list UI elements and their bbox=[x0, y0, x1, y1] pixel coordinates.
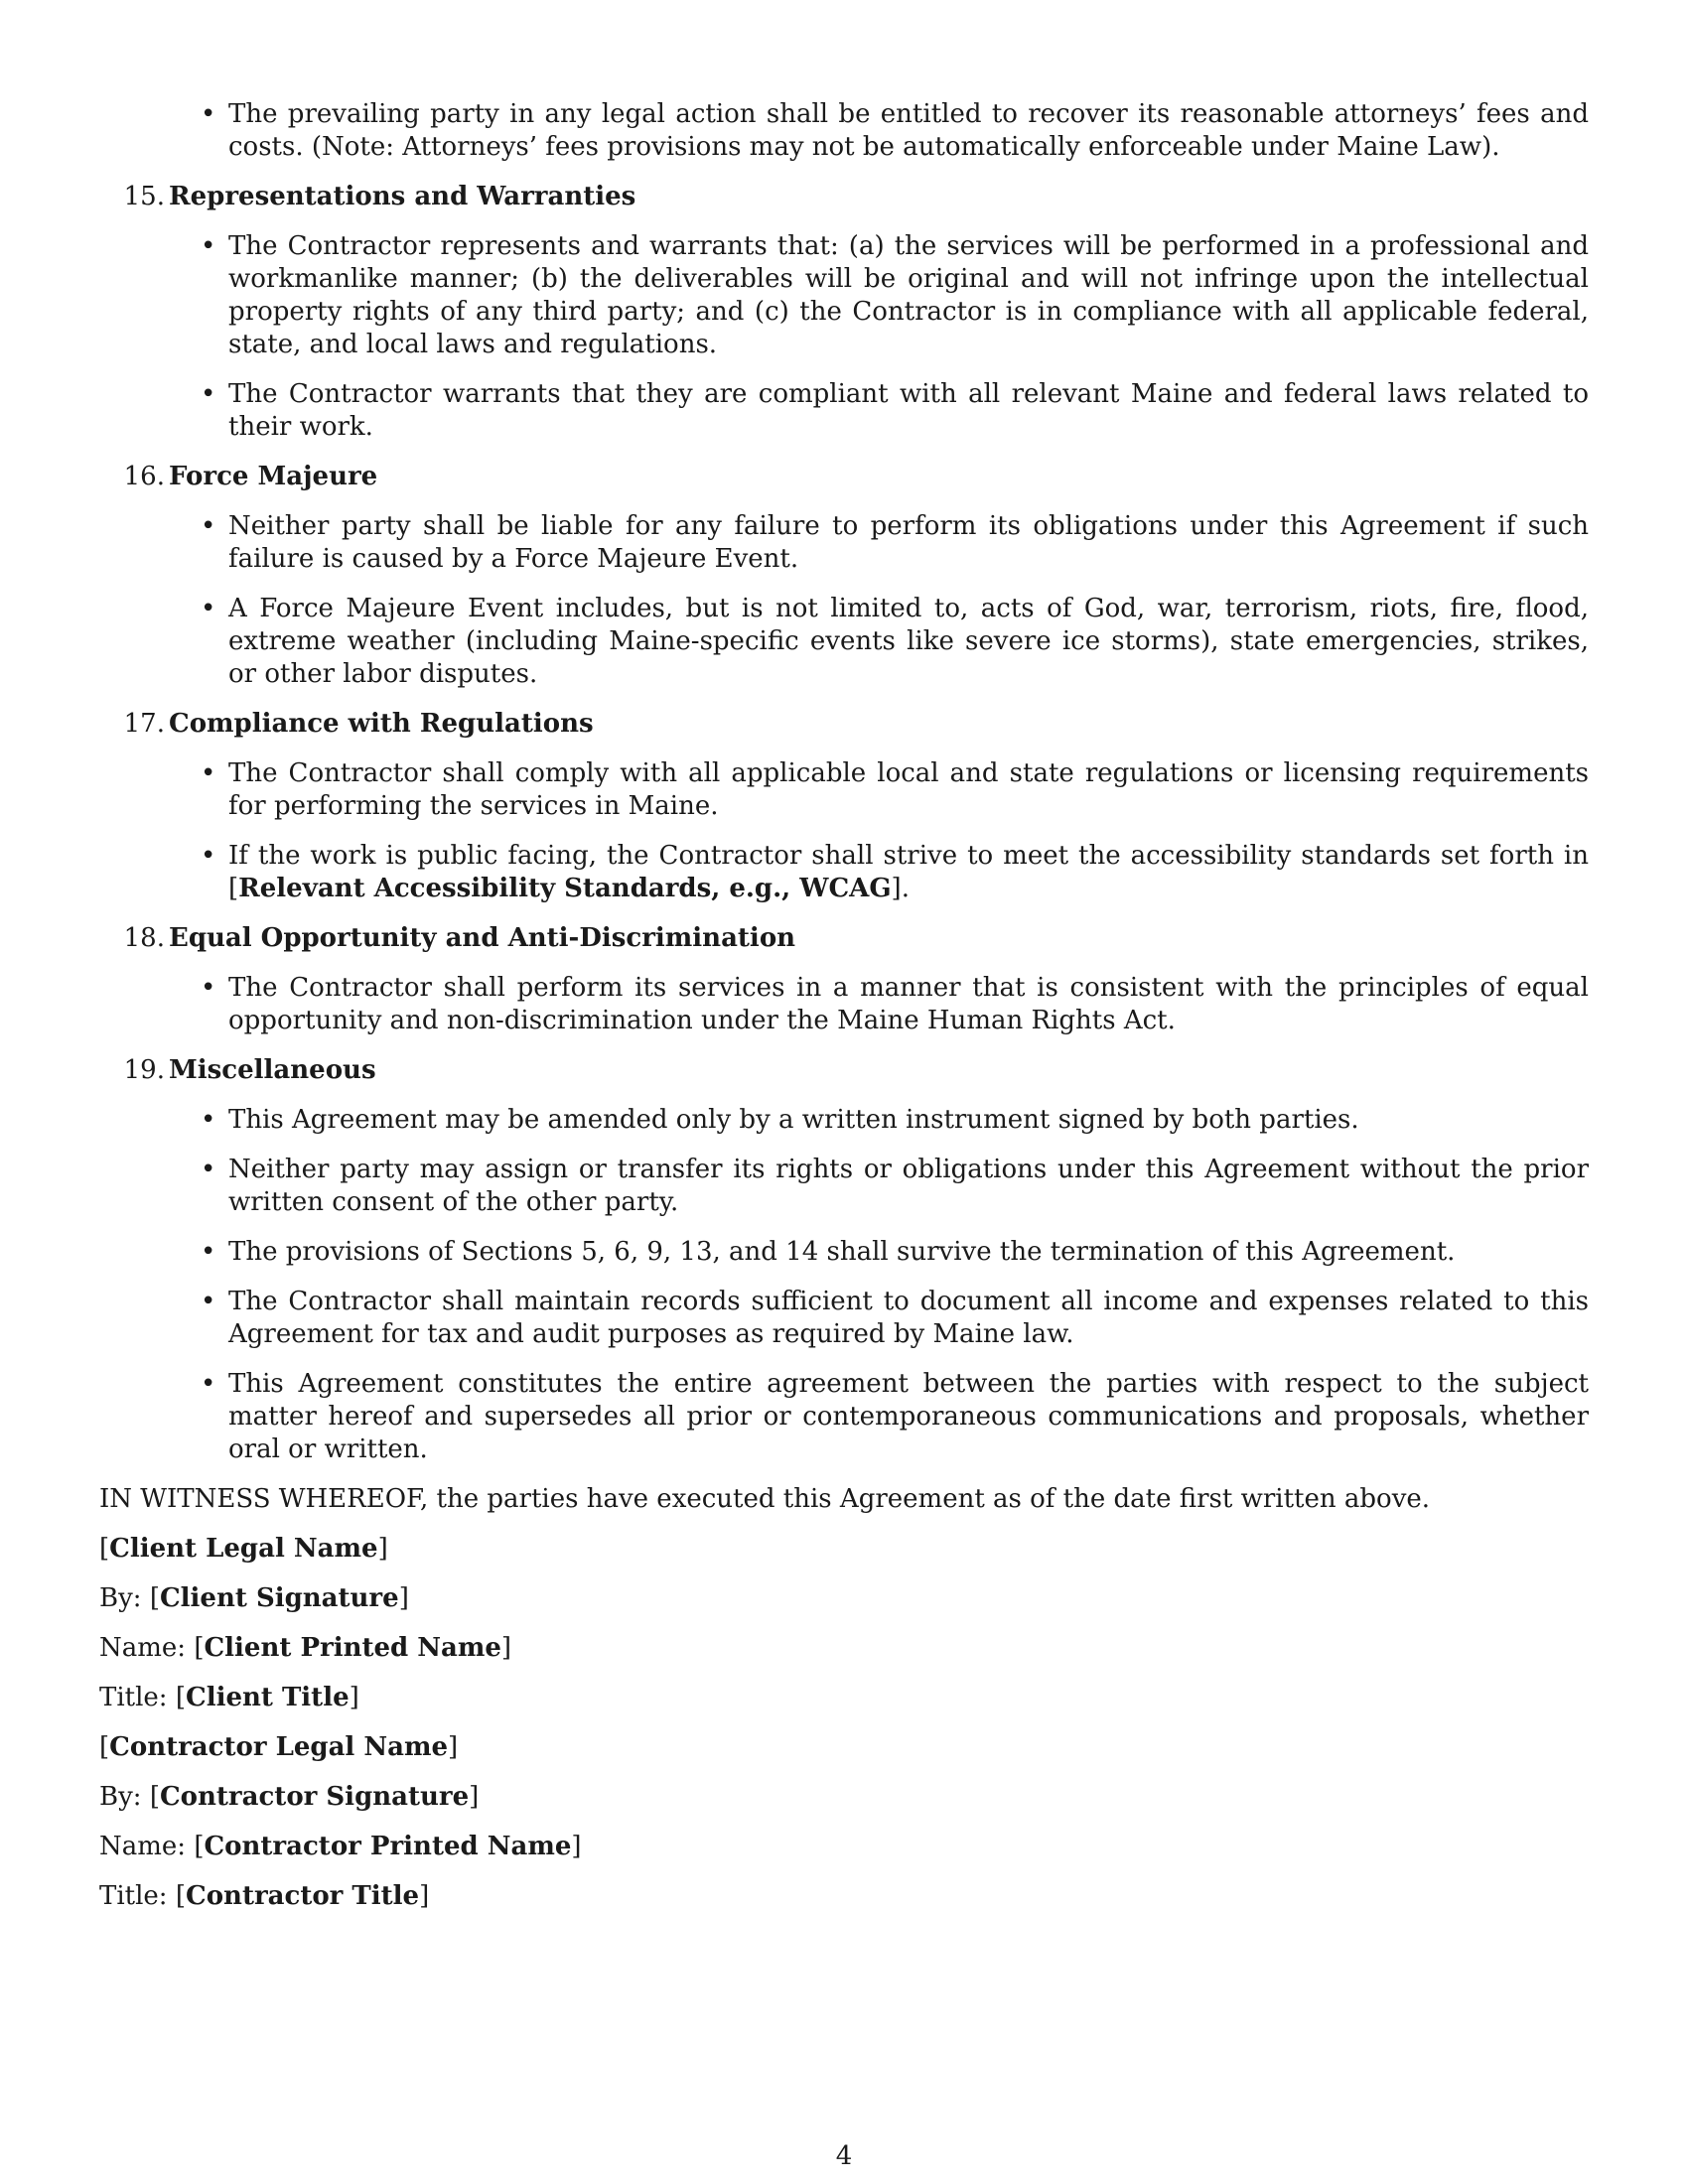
list-item: • The Contractor shall maintain records sufficient to document all income and expenses related to this Agreement for tax and audit purposes as required by Maine law. bbox=[228, 1286, 1589, 1351]
list-item: • The Contractor shall comply with all applicable local and state regulations or licensing requirements for performing the services in Maine. bbox=[228, 757, 1589, 823]
name-label: Name: bbox=[99, 1633, 187, 1663]
title-label: Title: bbox=[99, 1881, 168, 1911]
client-name-line: Name: [Client Printed Name] bbox=[99, 1633, 512, 1663]
section-title: Equal Opportunity and Anti-Discrimination bbox=[169, 923, 796, 953]
list-item: • Neither party may assign or transfer its rights or obligations under this Agreement without the prior written consent of the other party. bbox=[228, 1154, 1589, 1219]
section-heading bbox=[99, 922, 1589, 955]
accessibility-suffix: ]. bbox=[891, 874, 910, 903]
witness-statement: IN WITNESS WHEREOF, the parties have executed this Agreement as of the date first written above. bbox=[99, 1484, 1431, 1514]
contractor-signature-placeholder: Contractor Signature bbox=[159, 1782, 470, 1812]
section-number: 17. bbox=[123, 709, 165, 739]
section-heading bbox=[99, 1054, 1589, 1087]
list-item: • The provisions of Sections 5, 6, 9, 13, and 14 shall survive the termination of this Agreement. bbox=[228, 1236, 1589, 1269]
section-title: Force Majeure bbox=[169, 462, 378, 491]
section-bullet-list bbox=[99, 510, 1589, 691]
client-legal-name-value: Client Legal Name bbox=[109, 1534, 378, 1564]
list-item bbox=[228, 840, 1589, 905]
list-item: • The Contractor warrants that they are compliant with all relevant Maine and federal laws related to their work. bbox=[228, 378, 1589, 444]
contractor-printed-name: Contractor Printed Name bbox=[204, 1832, 572, 1861]
list-item: • Neither party shall be liable for any failure to perform its obligations under this Agreement if such failure is caused by a Force Majeure Event. bbox=[228, 510, 1589, 576]
section-bullet-list bbox=[99, 230, 1589, 444]
title-label: Title: bbox=[99, 1683, 168, 1712]
section-number: 18. bbox=[123, 923, 165, 953]
section-heading bbox=[99, 708, 1589, 741]
section-bullet-list bbox=[99, 757, 1589, 905]
contractor-by-line: By: [Contractor Signature] bbox=[99, 1782, 480, 1812]
section-bullet-list bbox=[99, 972, 1589, 1037]
list-item: • The prevailing party in any legal action shall be entitled to recover its reasonable attorneys’ fees and costs. (Note: Attorneys’ fees provisions may not be automatically enforceable under Maine Law). bbox=[228, 98, 1589, 164]
client-title: Client Title bbox=[186, 1683, 350, 1712]
client-signature-placeholder: Client Signature bbox=[159, 1583, 399, 1613]
section-title: Representations and Warranties bbox=[169, 182, 636, 211]
section-number: 19. bbox=[123, 1055, 165, 1085]
client-legal-name: [Client Legal Name] bbox=[99, 1534, 388, 1564]
contractor-title-line: Title: [Contractor Title] bbox=[99, 1881, 430, 1911]
list-item: • A Force Majeure Event includes, but is not limited to, acts of God, war, terrorism, riots, fire, flood, extreme weather (including Maine-specific events like severe ice storms), state emergencies, strikes, or other labor disputes. bbox=[228, 593, 1589, 691]
client-title-line: Title: [Client Title] bbox=[99, 1683, 359, 1712]
list-item: • The Contractor represents and warrants that: (a) the services will be performed in a professional and workmanlike manner; (b) the deliverables will be original and will not infringe upon the intellectual property rights of any third party; and (c) the Contractor is in compliance with all applicable federal, state, and local laws and regulations. bbox=[228, 230, 1589, 361]
section-bullet-list bbox=[99, 1104, 1589, 1466]
accessibility-text: If the work is public facing, the Contractor shall strive to meet the accessibility standards set forth in [ bbox=[228, 841, 1589, 903]
contractor-legal-name-value: Contractor Legal Name bbox=[109, 1732, 449, 1762]
section-heading bbox=[99, 181, 1589, 213]
list-item: • This Agreement may be amended only by a written instrument signed by both parties. bbox=[228, 1104, 1589, 1137]
section-number: 16. bbox=[123, 462, 165, 491]
client-printed-name: Client Printed Name bbox=[204, 1633, 501, 1663]
client-by-line: By: [Client Signature] bbox=[99, 1583, 409, 1613]
intro-bullet-list bbox=[99, 98, 1589, 164]
by-label: By: bbox=[99, 1583, 142, 1613]
name-label: Name: bbox=[99, 1832, 187, 1861]
contractor-legal-name: [Contractor Legal Name] bbox=[99, 1732, 459, 1762]
list-item: • The Contractor shall perform its services in a manner that is consistent with the principles of equal opportunity and non-discrimination under the Maine Human Rights Act. bbox=[228, 972, 1589, 1037]
contractor-name-line: Name: [Contractor Printed Name] bbox=[99, 1832, 582, 1861]
section-number: 15. bbox=[123, 182, 165, 211]
section-title: Miscellaneous bbox=[169, 1055, 376, 1085]
section-heading bbox=[99, 461, 1589, 493]
page-number: 4 bbox=[835, 2141, 853, 2171]
section-title: Compliance with Regulations bbox=[169, 709, 594, 739]
accessibility-placeholder: Relevant Accessibility Standards, e.g., WCAG bbox=[238, 874, 892, 903]
by-label: By: bbox=[99, 1782, 142, 1812]
list-item: • This Agreement constitutes the entire agreement between the parties with respect to the subject matter hereof and supersedes all prior or contemporaneous communications and proposals, whether oral or written. bbox=[228, 1368, 1589, 1466]
contractor-title: Contractor Title bbox=[186, 1881, 420, 1911]
document-page bbox=[99, 98, 1589, 1930]
